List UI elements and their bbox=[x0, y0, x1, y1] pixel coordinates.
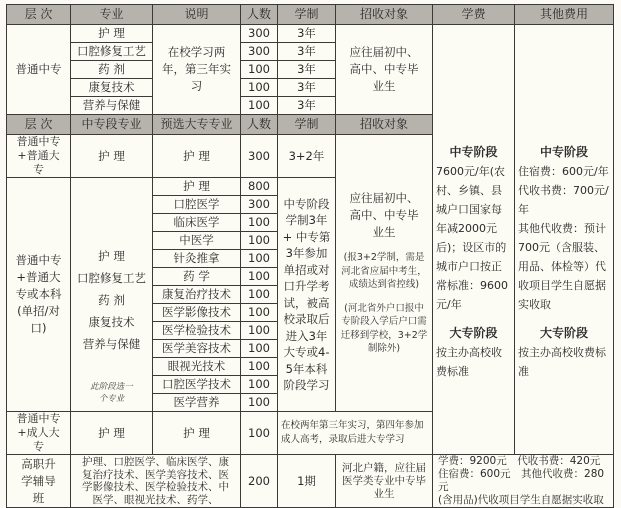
tuition-stage1-text: 7600元/年(农村、乡镇、县城户口国家每年减2000元后)；设区市的城市户口按正常标准：9600元/年 bbox=[436, 165, 508, 311]
count-cell: 100 bbox=[241, 304, 278, 322]
count-cell: 100 bbox=[241, 250, 278, 268]
college-major-cell: 护 理 bbox=[153, 178, 241, 196]
count-cell: 100 bbox=[241, 340, 278, 358]
college-major-cell: 口腔医学技术 bbox=[153, 376, 241, 394]
count-cell: 300 bbox=[241, 135, 278, 178]
count-cell: 100 bbox=[241, 79, 278, 97]
college-major-cell: 眼视光技术 bbox=[153, 358, 241, 376]
count-cell: 100 bbox=[241, 322, 278, 340]
target-cell bbox=[336, 25, 433, 115]
level-text: 普通中专+成人大专 bbox=[16, 412, 61, 453]
count-cell: 100 bbox=[241, 286, 278, 304]
tuition-stage2-title: 大专阶段 bbox=[449, 326, 498, 340]
level-text: 高职升学辅导班 bbox=[21, 456, 56, 505]
count-cell: 800 bbox=[241, 178, 278, 196]
count-cell: 300 bbox=[241, 25, 278, 43]
major-cell: 护 理 bbox=[71, 412, 153, 455]
count-cell: 100 bbox=[241, 268, 278, 286]
header-tuition: 学费 bbox=[433, 5, 515, 25]
duration-cell: 3年 bbox=[278, 25, 336, 43]
tuition-stage1-title: 中专阶段 bbox=[449, 145, 498, 159]
duration-text: 中专阶段学制3年 + 中专第3年参加单招或对口升学考试，被高校录取后进入3年大专或4-5年本科阶段学习 bbox=[282, 196, 331, 392]
level-cell bbox=[7, 412, 71, 455]
other-stage2-text: 按主办高校收费标准 bbox=[518, 346, 606, 378]
header-vocational-major: 中专段专业 bbox=[71, 115, 153, 135]
other-stage1-title: 中专阶段 bbox=[539, 145, 588, 159]
duration-cell bbox=[278, 178, 336, 412]
count-cell: 100 bbox=[241, 394, 278, 412]
header-duration: 学制 bbox=[278, 5, 336, 25]
other-fee-line: 住宿费：600元/年 bbox=[518, 165, 609, 178]
count-cell: 100 bbox=[241, 376, 278, 394]
duration-cell: 3年 bbox=[278, 61, 336, 79]
college-major-cell: 中医学 bbox=[153, 232, 241, 250]
target-note-3plus2: (报3+2学制，需是河北省应届中考生，成绩达到省控线) bbox=[341, 252, 427, 291]
college-major-cell: 医学营养 bbox=[153, 394, 241, 412]
tuition-cell bbox=[433, 25, 515, 455]
table1-header-row bbox=[7, 5, 614, 25]
other-stage2-title: 大专阶段 bbox=[539, 326, 588, 340]
table-row bbox=[7, 25, 614, 43]
major-item: 营养与保健 bbox=[82, 336, 141, 351]
count-cell: 200 bbox=[241, 455, 278, 508]
target-cell bbox=[336, 455, 433, 508]
target-text: 应往届初中、高中、中专毕业生 bbox=[349, 45, 419, 93]
fee-line: 学费：9200元 代收书费：420元 bbox=[438, 455, 601, 467]
target-main: 应往届初中、高中、中专毕业生 bbox=[349, 191, 419, 240]
count-cell: 300 bbox=[241, 196, 278, 214]
enrollment-table bbox=[6, 4, 614, 508]
target-text: 河北户籍，应往届医学类专业中专毕业生 bbox=[342, 461, 426, 500]
major-item: 药 剂 bbox=[98, 292, 125, 307]
count-cell: 300 bbox=[241, 43, 278, 61]
target-note-outside-province: (河北省外户口报中专阶段入学后户口需迁移到学校，3+2学制除外) bbox=[340, 302, 428, 355]
fee-line: 住宿费：600元 其他代收费：280元 bbox=[438, 468, 605, 493]
college-major-cell: 针灸推拿 bbox=[153, 250, 241, 268]
note-cell bbox=[153, 25, 241, 115]
major-cell: 药 剂 bbox=[71, 61, 153, 79]
college-major-cell: 医学美容技术 bbox=[153, 340, 241, 358]
duration-cell: 3年 bbox=[278, 43, 336, 61]
header-level: 层 次 bbox=[7, 5, 71, 25]
major-cell: 营养与保健 bbox=[71, 97, 153, 115]
majors-text: 护理、口腔医学、临床医学、康复治疗技术、医学美容技术、医学影像技术、医学检验技术、中医学、眼视光技术、药学、 bbox=[82, 456, 229, 506]
count-cell: 100 bbox=[241, 358, 278, 376]
college-major-cell: 药 学 bbox=[153, 268, 241, 286]
count-cell: 100 bbox=[241, 412, 278, 455]
majors-cell bbox=[71, 455, 241, 508]
college-major-cell: 临床医学 bbox=[153, 214, 241, 232]
other-fee-line: 其他代收费：预计700元（含服装、用品、体检等）代收项目学生自愿据实收取 bbox=[518, 222, 606, 311]
fees-cell bbox=[433, 455, 614, 508]
level-cell bbox=[7, 135, 71, 178]
note-text: 在校学习两年，第三年实习 bbox=[162, 45, 231, 93]
enrollment-table-container bbox=[6, 4, 614, 508]
college-major-cell: 康复治疗技术 bbox=[153, 286, 241, 304]
header-count: 人数 bbox=[241, 115, 278, 135]
fee-line: (含用品)代收项目学生自愿据实收取 bbox=[438, 494, 604, 506]
major-cell: 康复技术 bbox=[71, 79, 153, 97]
duration-cell: 3+2年 bbox=[278, 135, 336, 178]
target-cell bbox=[336, 135, 433, 412]
major-cell: 口腔修复工艺 bbox=[71, 43, 153, 61]
major-cell: 护 理 bbox=[71, 25, 153, 43]
college-major-cell: 医学检验技术 bbox=[153, 322, 241, 340]
duration-cell: 1期 bbox=[278, 455, 336, 508]
adult-college-note-cell bbox=[278, 412, 433, 455]
level-cell: 普通中专 bbox=[7, 25, 71, 115]
count-cell: 100 bbox=[241, 214, 278, 232]
header-target: 招收对象 bbox=[336, 115, 433, 135]
header-note: 说明 bbox=[153, 5, 241, 25]
college-major-cell: 护 理 bbox=[153, 412, 241, 455]
table-row bbox=[7, 455, 614, 508]
major-cell: 护 理 bbox=[71, 135, 153, 178]
major-item: 护 理 bbox=[98, 248, 125, 263]
count-cell: 100 bbox=[241, 61, 278, 79]
header-count: 人数 bbox=[241, 5, 278, 25]
header-major: 专业 bbox=[71, 5, 153, 25]
duration-cell: 3年 bbox=[278, 97, 336, 115]
handwritten-note: 此阶段选一个专业 bbox=[90, 381, 133, 404]
duration-cell: 3年 bbox=[278, 79, 336, 97]
college-major-cell: 护 理 bbox=[153, 135, 241, 178]
header-level: 层 次 bbox=[7, 115, 71, 135]
other-fees-cell bbox=[515, 25, 614, 455]
header-target: 招收对象 bbox=[336, 5, 433, 25]
level-cell bbox=[7, 455, 71, 508]
level-text: 普通中专+普通大专 bbox=[16, 135, 61, 176]
majors-cell bbox=[71, 178, 153, 412]
college-major-cell: 医学影像技术 bbox=[153, 304, 241, 322]
adult-college-note: 在校两年第三年实习，第四年参加成人高考，录取后进大专学习 bbox=[281, 420, 424, 445]
count-cell: 100 bbox=[241, 232, 278, 250]
count-cell: 100 bbox=[241, 97, 278, 115]
major-item: 康复技术 bbox=[88, 314, 135, 329]
header-duration: 学制 bbox=[278, 115, 336, 135]
header-other-fees: 其他费用 bbox=[515, 5, 614, 25]
tuition-stage2-text: 按主办高校收费标准 bbox=[436, 346, 502, 378]
other-fee-line: 代收书费：700元/年 bbox=[518, 184, 609, 216]
header-college-major: 预选大专专业 bbox=[153, 115, 241, 135]
level-cell bbox=[7, 178, 71, 412]
major-item: 口腔修复工艺 bbox=[77, 270, 146, 285]
level-text: 普通中专+普通大专或本科(单招/对口) bbox=[15, 253, 62, 335]
college-major-cell: 口腔医学 bbox=[153, 196, 241, 214]
